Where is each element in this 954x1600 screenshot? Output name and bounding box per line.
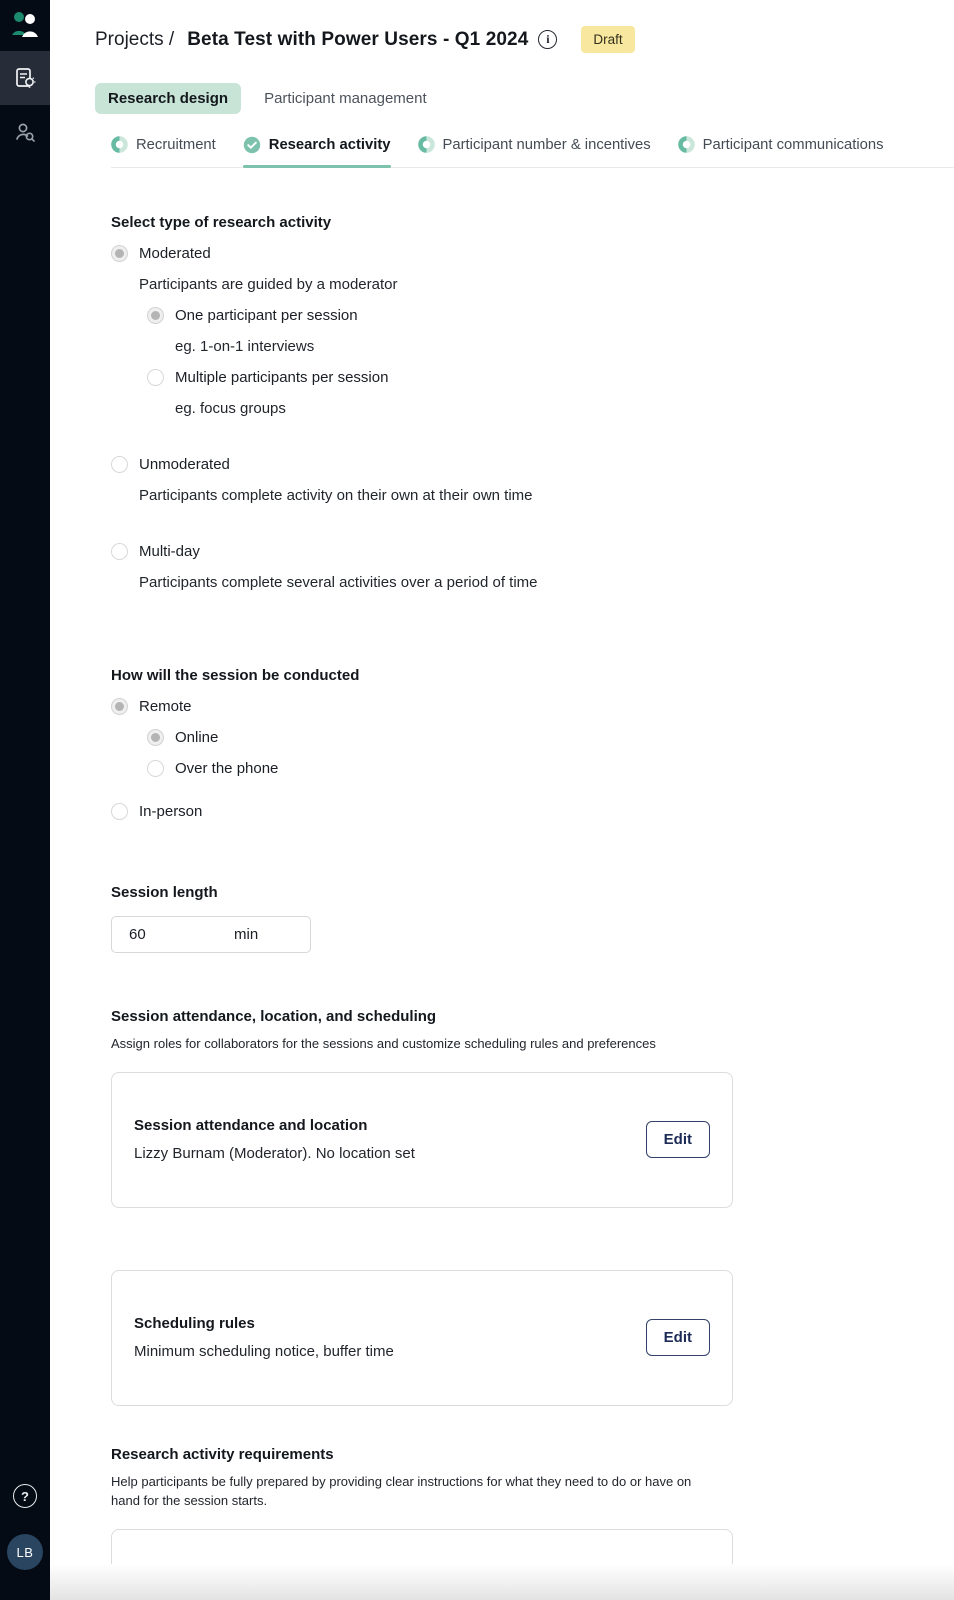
status-badge: Draft	[581, 26, 634, 53]
radio-icon[interactable]	[147, 760, 164, 777]
tab-participant-management[interactable]: Participant management	[264, 90, 427, 107]
radio-description: Participants complete several activities over a period of time	[139, 574, 538, 591]
card-title: Scheduling rules	[134, 1315, 255, 1333]
session-length-input[interactable]	[111, 916, 311, 953]
sidebar-item-research[interactable]	[0, 51, 50, 105]
tab-research-design[interactable]: Research design	[95, 83, 241, 114]
radio-description: Participants complete activity on their own at their own time	[139, 487, 533, 504]
participants-search-icon	[13, 120, 37, 144]
scheduling-section-title: Session attendance, location, and scheduling	[111, 1008, 437, 1025]
card-body: Lizzy Burnam (Moderator). No location set	[134, 1145, 415, 1163]
form-content	[111, 168, 751, 1600]
session-length-value[interactable]: 60	[129, 926, 146, 943]
radio-multiple-participants[interactable]	[147, 369, 751, 386]
subtab-participant-communications[interactable]	[678, 128, 884, 166]
radio-label: Remote	[139, 698, 192, 715]
main-panel	[50, 0, 954, 1600]
page-title: Beta Test with Power Users - Q1 2024	[187, 28, 529, 50]
scheduling-rules-card	[111, 1270, 733, 1406]
card-title: Session attendance and location	[134, 1117, 368, 1135]
subtab-participant-number[interactable]	[418, 128, 651, 166]
sidebar-item-participants[interactable]	[0, 105, 50, 159]
radio-icon[interactable]	[111, 245, 128, 262]
sidebar	[0, 0, 50, 1600]
progress-circle-icon	[418, 136, 435, 153]
app-logo[interactable]	[10, 0, 40, 51]
attendance-card	[111, 1072, 733, 1208]
radio-icon[interactable]	[111, 456, 128, 473]
main-tabs	[95, 83, 954, 114]
radio-label: Moderated	[139, 245, 211, 262]
check-circle-icon	[243, 136, 261, 154]
requirements-section-title: Research activity requirements	[111, 1445, 334, 1463]
radio-multi-day[interactable]	[111, 543, 751, 560]
info-icon[interactable]: i	[538, 30, 557, 49]
subtab-label: Participant number & incentives	[442, 136, 651, 153]
radio-moderated[interactable]	[111, 245, 751, 262]
header	[95, 26, 954, 53]
radio-icon[interactable]	[147, 729, 164, 746]
help-icon[interactable]: ?	[13, 1484, 37, 1508]
radio-description: eg. focus groups	[175, 400, 286, 417]
footer-fade	[50, 1564, 954, 1600]
radio-over-the-phone[interactable]	[147, 760, 751, 777]
requirements-section-subtitle: Help participants be fully prepared by providing clear instructions for what they need to do or have on hand for the session starts.	[111, 1473, 692, 1508]
activity-type-label: Select type of research activity	[111, 214, 332, 231]
session-conduct-label: How will the session be conducted	[111, 667, 360, 684]
radio-one-participant[interactable]	[147, 307, 751, 324]
breadcrumb[interactable]: Projects /	[95, 28, 175, 50]
radio-unmoderated[interactable]	[111, 456, 751, 473]
edit-attendance-button[interactable]: Edit	[646, 1121, 710, 1158]
card-body: Minimum scheduling notice, buffer time	[134, 1343, 394, 1361]
subtab-label: Research activity	[268, 137, 391, 153]
radio-label: Multiple participants per session	[175, 369, 389, 386]
progress-circle-icon	[111, 136, 128, 153]
subtab-bar	[111, 128, 954, 168]
radio-icon[interactable]	[111, 543, 128, 560]
radio-icon[interactable]	[111, 698, 128, 715]
subtab-research-activity[interactable]	[243, 128, 391, 167]
session-length-label: Session length	[111, 884, 218, 901]
radio-icon[interactable]	[147, 369, 164, 386]
radio-label: Unmoderated	[139, 456, 230, 473]
radio-icon[interactable]	[147, 307, 164, 324]
subtab-label: Participant communications	[702, 136, 884, 153]
edit-scheduling-button[interactable]: Edit	[646, 1319, 710, 1356]
radio-remote[interactable]	[111, 698, 751, 715]
radio-online[interactable]	[147, 729, 751, 746]
session-length-unit: min	[234, 926, 259, 943]
subtab-label: Recruitment	[136, 136, 216, 153]
radio-label: In-person	[139, 803, 203, 820]
radio-label: Over the phone	[175, 760, 279, 777]
radio-in-person[interactable]	[111, 803, 751, 820]
progress-circle-icon	[678, 136, 695, 153]
radio-label: Multi-day	[139, 543, 200, 560]
scheduling-section-subtitle: Assign roles for collaborators for the sessions and customize scheduling rules and preferences	[111, 1036, 656, 1051]
research-projects-icon	[13, 66, 37, 90]
radio-description: eg. 1-on-1 interviews	[175, 338, 315, 355]
radio-label: Online	[175, 729, 219, 746]
subtab-recruitment[interactable]	[111, 128, 216, 166]
radio-description: Participants are guided by a moderator	[139, 276, 398, 293]
user-avatar[interactable]: LB	[7, 1534, 43, 1570]
people-logo	[10, 10, 40, 38]
radio-icon[interactable]	[111, 803, 128, 820]
radio-label: One participant per session	[175, 307, 358, 324]
